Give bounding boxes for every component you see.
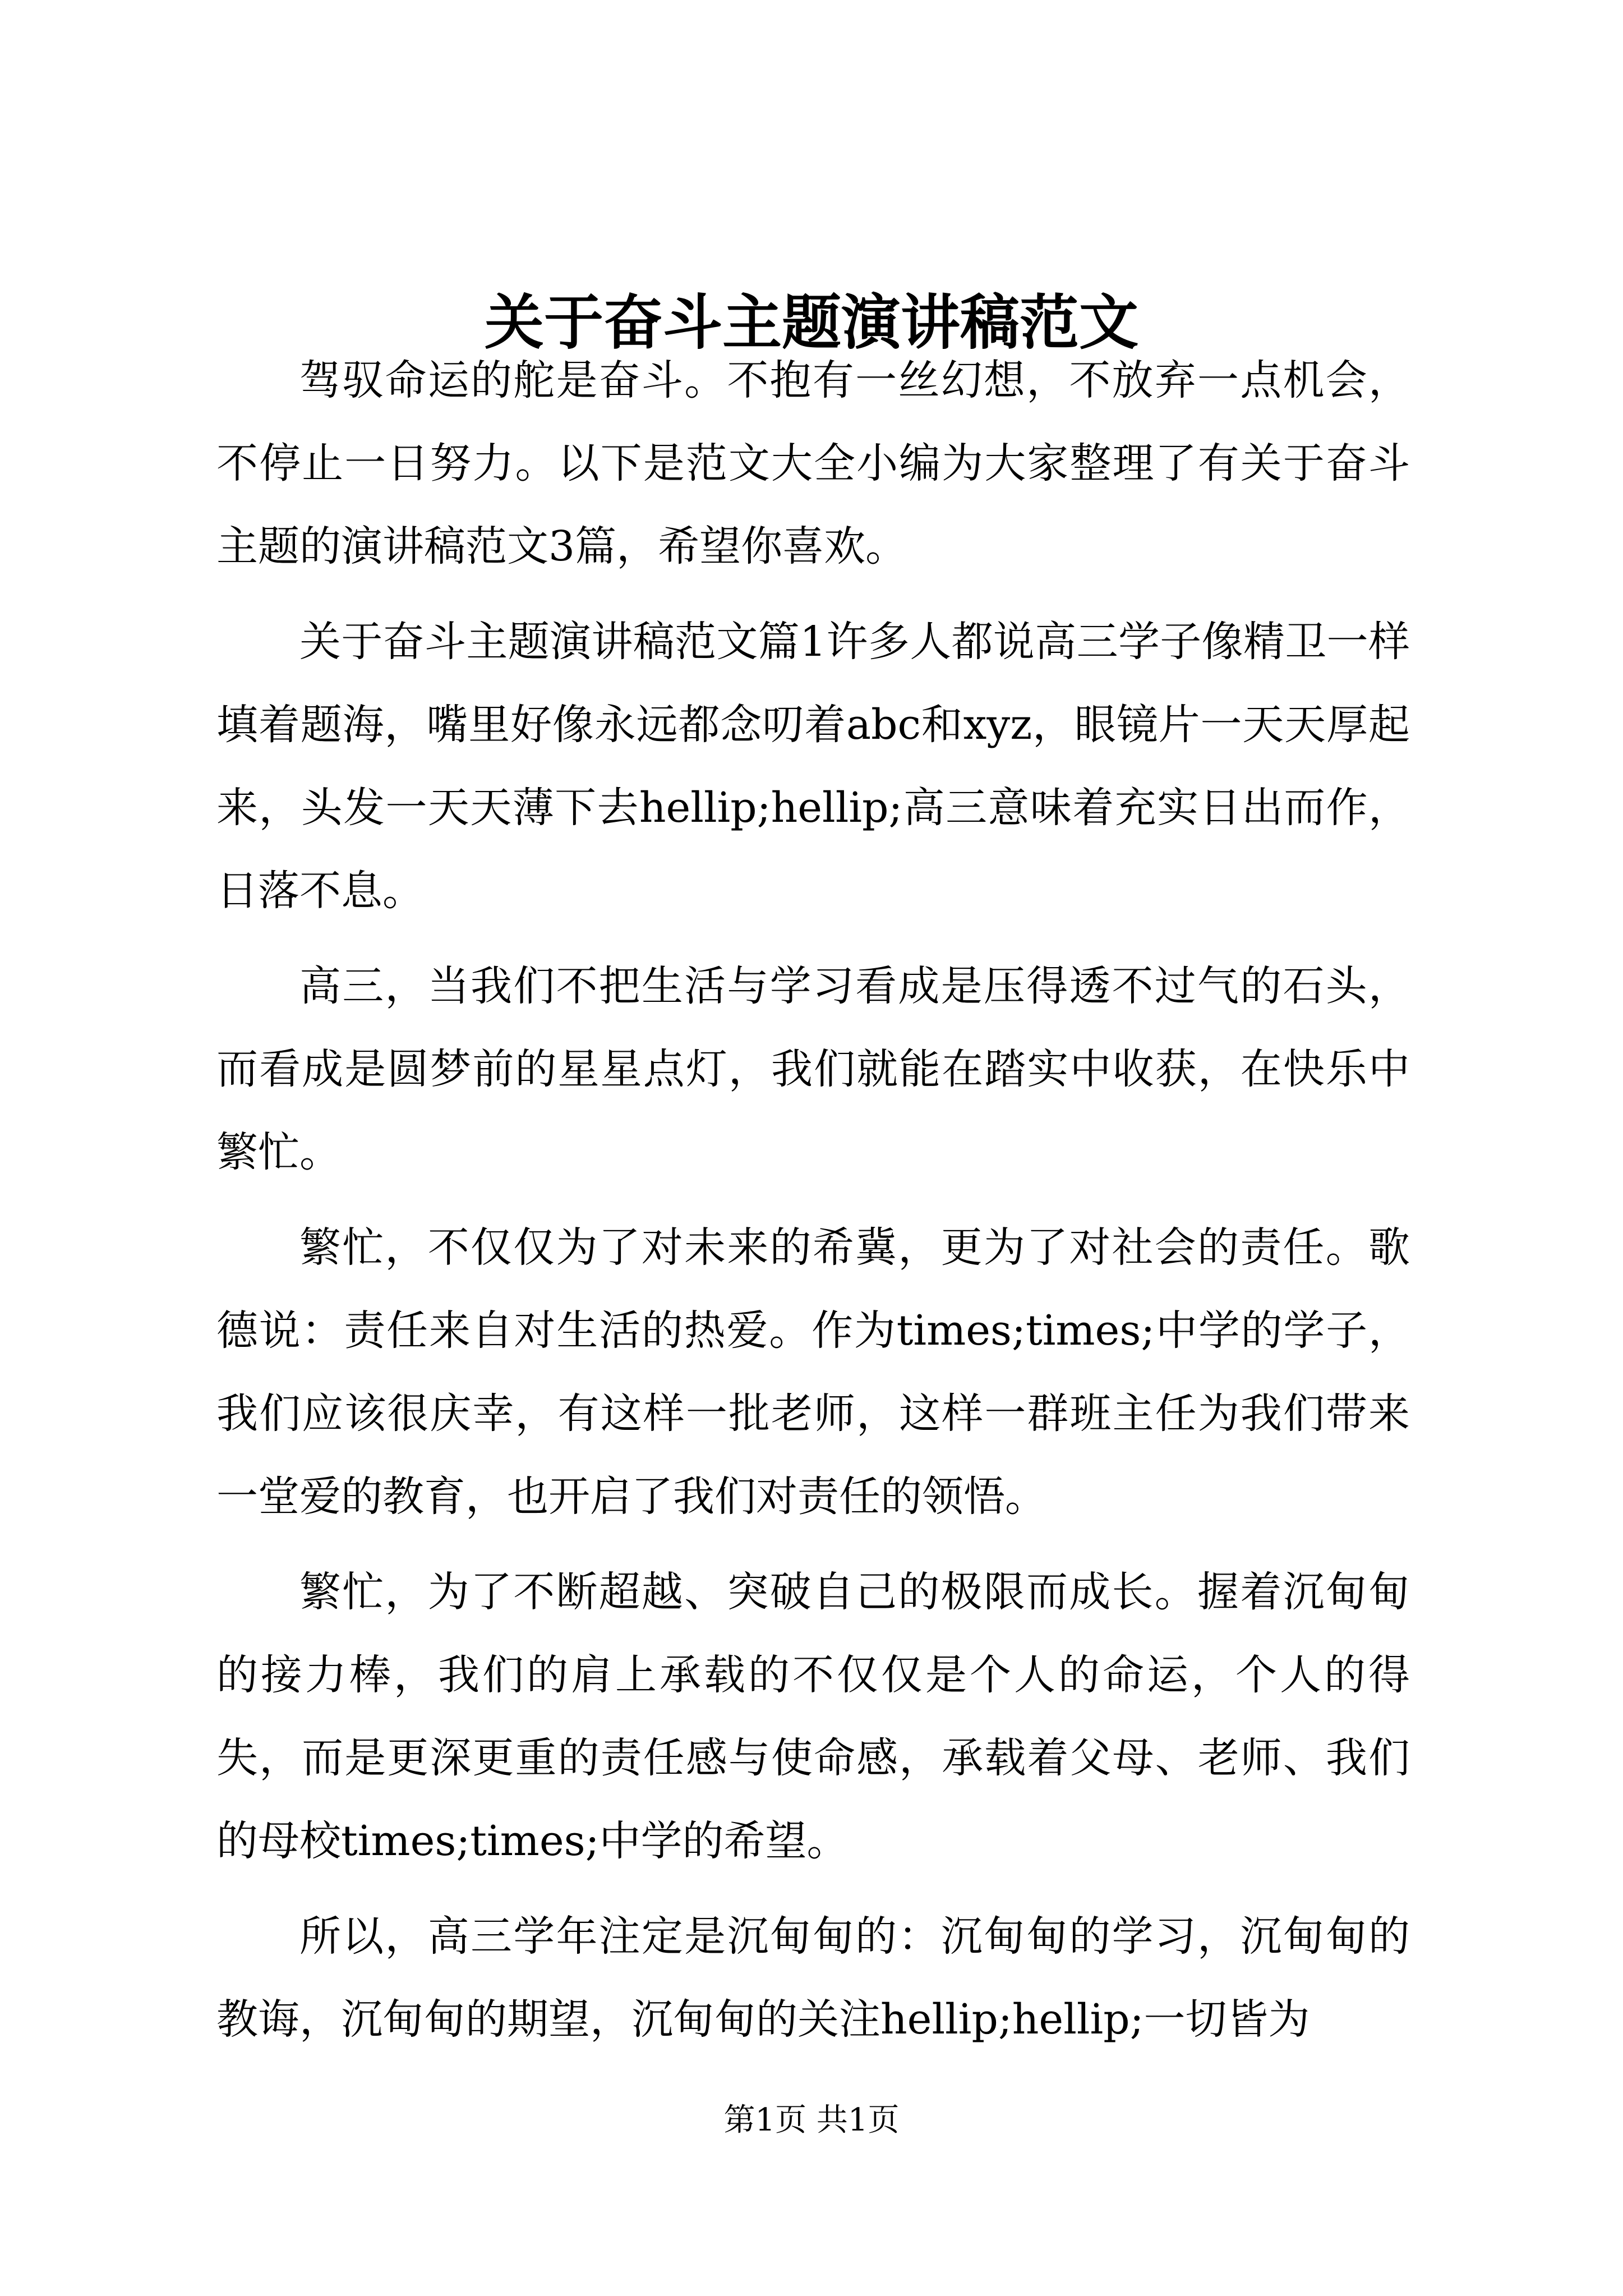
paragraph-2: 高三，当我们不把生活与学习看成是压得透不过气的石头，而看成是圆梦前的星星点灯，我们就能在踏实中收获，在快乐中繁忙。 xyxy=(216,962,1410,1176)
paragraph-intro: 驾驭命运的舵是奋斗。不抱有一丝幻想，不放弃一点机会，不停止一日努力。以下是范文大全小编为大家整理了有关于奋斗主题的演讲稿范文3篇，希望你喜欢。 xyxy=(216,356,1410,570)
page-footer: 第1页 共1页 xyxy=(723,2102,900,2138)
paragraph-5: 所以，高三学年注定是沉甸甸的：沉甸甸的学习，沉甸甸的教诲，沉甸甸的期望，沉甸甸的关注hellip;hellip;一切皆为 xyxy=(216,1912,1410,2044)
paragraph-1: 关于奋斗主题演讲稿范文篇1许多人都说高三学子像精卫一样填着题海，嘴里好像永远都念叨着abc和xyz，眼镜片一天天厚起来，头发一天天薄下去hellip;hellip;高三意味着充实日出而作，日落不息。 xyxy=(216,618,1410,915)
document-body xyxy=(216,339,1410,2073)
paragraph-4: 繁忙，为了不断超越、突破自己的极限而成长。握着沉甸甸的接力棒，我们的肩上承载的不仅仅是个人的命运，个人的得失，而是更深更重的责任感与使命感，承载着父母、老师、我们的母校times;times;中学的希望。 xyxy=(216,1568,1410,1865)
document-title: 关于奋斗主题演讲稿范文 xyxy=(485,287,1138,357)
paragraph-3: 繁忙，不仅仅为了对未来的希冀，更为了对社会的责任。歌德说：责任来自对生活的热爱。作为times;times;中学的学子，我们应该很庆幸，有这样一批老师，这样一群班主任为我们带来一堂爱的教育，也开启了我们对责任的领悟。 xyxy=(216,1223,1410,1521)
